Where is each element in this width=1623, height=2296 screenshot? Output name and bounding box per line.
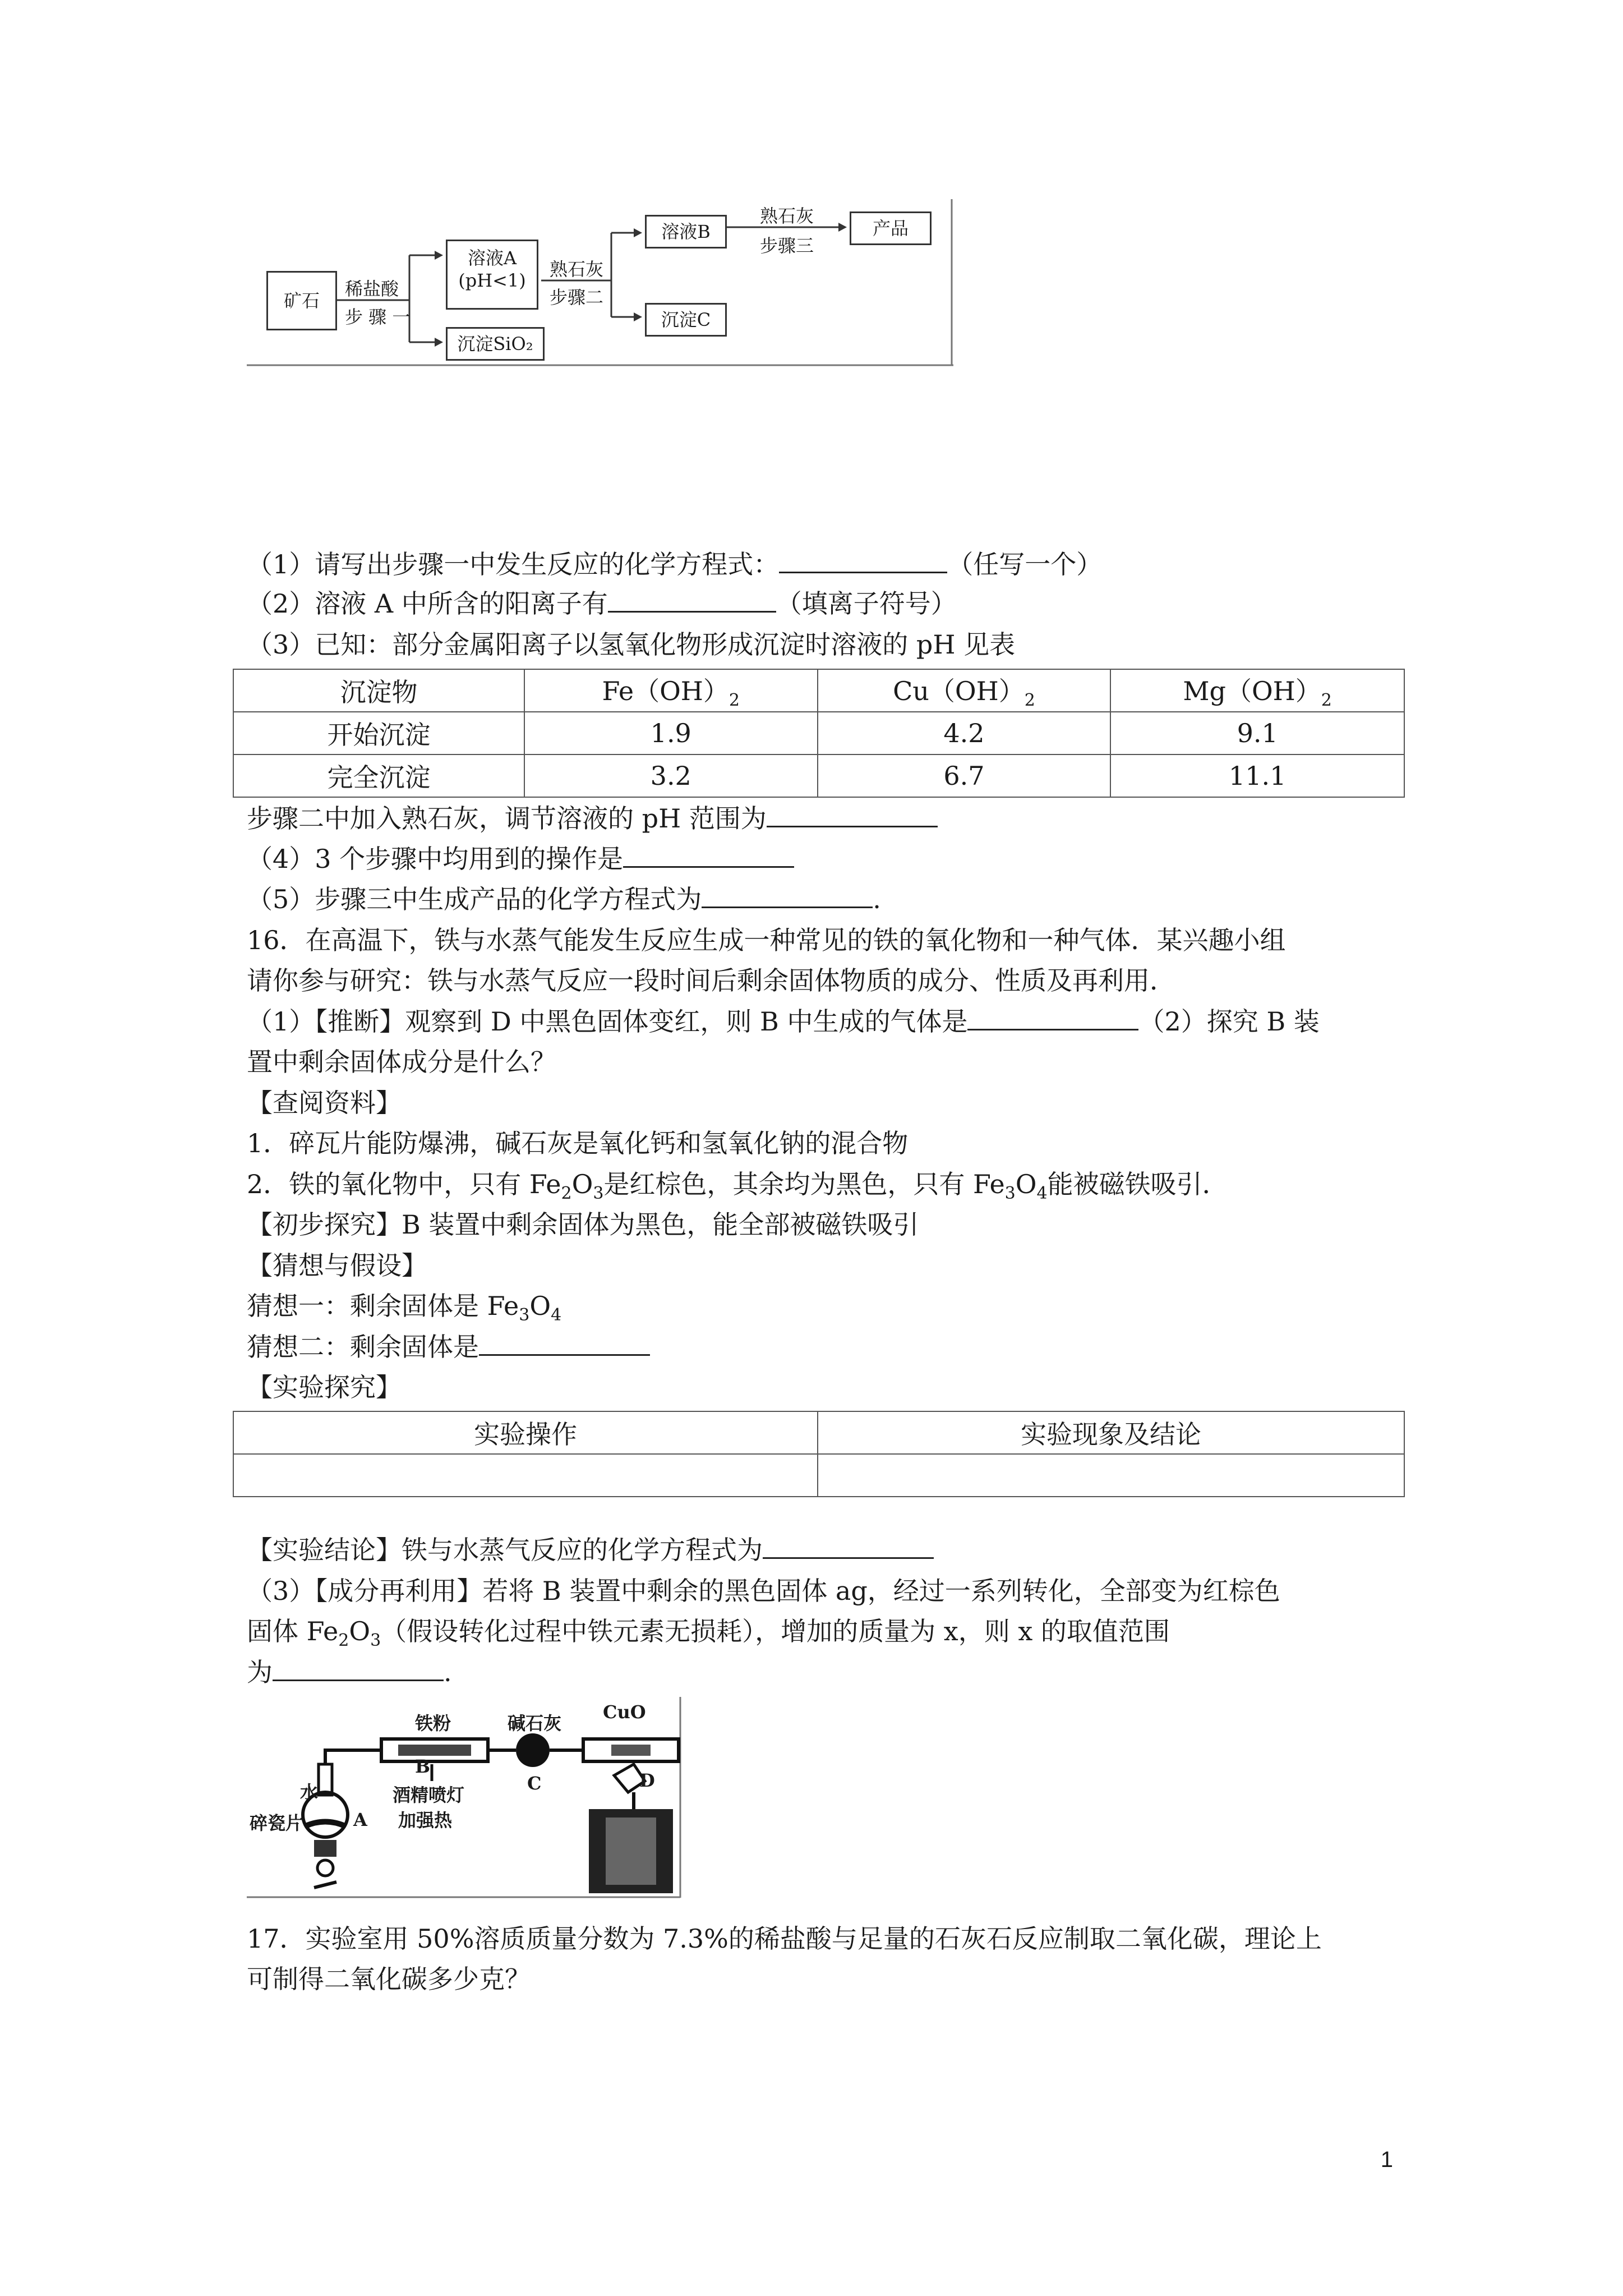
- solution-a-ph: (pH<1): [458, 270, 526, 291]
- q16-ref-title: 【查阅资料】: [247, 1088, 402, 1118]
- ore-box: 矿石: [266, 271, 337, 330]
- solution-a-box: [446, 240, 538, 310]
- acid-label: 稀盐酸: [345, 278, 399, 300]
- q16-hyp-2: [247, 1329, 650, 1364]
- table-cell-empty[interactable]: [818, 1454, 1404, 1497]
- answer-blank[interactable]: [608, 586, 776, 613]
- q16-hyp-2-text: 猜想二：剩余固体是: [247, 1332, 479, 1362]
- step2-label: 步骤二: [550, 287, 604, 308]
- label-a: A: [353, 1809, 367, 1830]
- table-cell: 9.1: [1110, 712, 1404, 754]
- heat-label: 加强热: [398, 1810, 453, 1831]
- answer-blank[interactable]: [967, 1004, 1138, 1030]
- q15-part5-end: .: [873, 884, 881, 914]
- q16-conclusion: [247, 1533, 934, 1567]
- lime-label: 熟石灰: [550, 259, 604, 280]
- answer-blank[interactable]: [479, 1329, 650, 1356]
- q15-part1-note: （任写一个）: [947, 549, 1103, 579]
- table-header-cell: $Mg(OH)_2$: [1110, 669, 1404, 712]
- step3-label: 步骤三: [760, 235, 814, 256]
- table-cell: 完全沉淀: [233, 754, 524, 797]
- table-cell: 开始沉淀: [233, 712, 524, 754]
- q16-part2-start: （2）探究 B 装: [1138, 1006, 1320, 1037]
- table-cell: 3.2: [524, 754, 818, 797]
- q16-ref-1: 1．碎瓦片能防爆沸，碱石灰是氧化钙和氢氧化钠的混合物: [247, 1128, 909, 1158]
- soda-lime-label: 碱石灰: [508, 1713, 562, 1734]
- q17-line-1: 17．实验室用 50%溶质质量分数为 7.3%的稀盐酸与足量的石灰石反应制取二氧化碳，理论上: [247, 1924, 1322, 1954]
- q15-part1-text: （1）请写出步骤一中发生反应的化学方程式：: [247, 549, 780, 579]
- q15-part2-text: （2）溶液 A 中所含的阳离子有: [247, 588, 608, 619]
- q16-part1: [247, 1004, 1320, 1039]
- q16-hyp-title: 【猜想与假设】: [247, 1250, 427, 1281]
- q16-part3-a: （3）【成分再利用】若将 B 装置中剩余的黑色固体 ag，经过一系列转化，全部变为红棕色: [247, 1576, 1280, 1606]
- table-header-cell: $Fe(OH)_2$: [524, 669, 818, 712]
- precip-sio2-box: 沉淀SiO₂: [446, 327, 545, 361]
- q15-part5-text: （5）步骤三中生成产品的化学方程式为: [247, 884, 702, 914]
- iron-powder-label: 铁粉: [415, 1713, 451, 1734]
- table-row: [233, 1411, 1404, 1454]
- table-cell-empty[interactable]: [233, 1454, 818, 1497]
- solution-a-name: 溶液A: [467, 247, 517, 269]
- q16-part3-c: 为 .: [247, 1655, 452, 1690]
- q15-part1: [247, 547, 1102, 582]
- table-header-cell: 实验现象及结论: [818, 1411, 1404, 1454]
- solution-b-box: 溶液B: [645, 215, 727, 249]
- answer-blank[interactable]: [779, 547, 947, 573]
- answer-blank[interactable]: [767, 801, 938, 827]
- q15-part2-note: （填离子符号）: [776, 588, 957, 619]
- q15-part3-ph-text: 步骤二中加入熟石灰，调节溶液的 pH 范围为: [247, 803, 767, 834]
- table-header-cell: $Cu(OH)_2$: [818, 669, 1111, 712]
- q16-part1-text: （1）【推断】观察到 D 中黑色固体变红，则 B 中生成的气体是: [247, 1006, 968, 1037]
- table-cell: 4.2: [818, 712, 1111, 754]
- label-c: C: [527, 1773, 542, 1794]
- q17-line-2: 可制得二氧化碳多少克？: [247, 1964, 531, 1994]
- q16-part2-cont: 置中剩余固体成分是什么？: [247, 1047, 556, 1077]
- answer-blank[interactable]: [763, 1533, 934, 1559]
- water-label: 水: [300, 1782, 319, 1803]
- q15-part5: [247, 882, 881, 917]
- cuo-label: CuO: [603, 1701, 646, 1723]
- table-row: [233, 1454, 1404, 1497]
- q15-part4: [247, 841, 794, 876]
- q16-prelim: 【初步探究】B 装置中剩余固体为黑色，能全部被磁铁吸引: [247, 1209, 919, 1240]
- precip-c-box: 沉淀C: [645, 303, 727, 337]
- ph-table: [233, 669, 1405, 798]
- q16-hyp-1: 猜想一：剩余固体是 $Fe_3O_4$: [247, 1291, 562, 1325]
- flowchart-figure: [247, 199, 953, 367]
- table-header-cell: 沉淀物: [233, 669, 524, 712]
- table-cell: 1.9: [524, 712, 818, 754]
- step1-label: 步 骤 一: [345, 306, 411, 328]
- table-cell: 11.1: [1110, 754, 1404, 797]
- q16-ref-2: 2．铁的氧化物中，只有 $Fe_2O_3$是红棕色，其余均为黑色，只有 $Fe_3O_4$能被磁铁吸引．: [247, 1169, 1228, 1203]
- apparatus-figure: [247, 1697, 684, 1899]
- q16-intro-2: 请你参与研究：铁与水蒸气反应一段时间后剩余固体物质的成分、性质及再利用．: [247, 965, 1175, 996]
- experiment-table: [233, 1411, 1405, 1497]
- q16-part3-b: 固体 $Fe_2O_3$（假设转化过程中铁元素无损耗），增加的质量为 x，则 x 的取值范围: [247, 1616, 1170, 1650]
- q16-intro-1: 16．在高温下，铁与水蒸气能发生反应生成一种常见的铁的氧化物和一种气体．某兴趣小组: [247, 925, 1286, 955]
- lime2-label: 熟石灰: [760, 205, 814, 227]
- q15-part4-text: （4）3 个步骤中均用到的操作是: [247, 844, 624, 874]
- table-cell: 6.7: [818, 754, 1111, 797]
- answer-blank[interactable]: [623, 841, 794, 868]
- shards-label: 碎瓷片: [250, 1812, 304, 1834]
- answer-blank[interactable]: [273, 1655, 444, 1681]
- table-row: [233, 754, 1404, 797]
- page-number: 1: [1380, 2147, 1393, 2172]
- q15-part2: [247, 586, 957, 621]
- q15-part3: （3）已知：部分金属阳离子以氢氧化物形成沉淀时溶液的 pH 见表: [247, 629, 1016, 660]
- product-box: 产品: [850, 211, 932, 245]
- table-header-cell: 实验操作: [233, 1411, 818, 1454]
- q16-exp-title: 【实验探究】: [247, 1372, 402, 1402]
- q15-part3-ph: [247, 801, 938, 836]
- lamp-label: 酒精喷灯: [393, 1784, 465, 1806]
- table-row: [233, 712, 1404, 754]
- label-d: D: [639, 1770, 655, 1791]
- table-row: [233, 669, 1404, 712]
- label-b: B: [415, 1756, 431, 1777]
- answer-blank[interactable]: [702, 882, 873, 908]
- q16-conclusion-text: 【实验结论】铁与水蒸气反应的化学方程式为: [247, 1535, 763, 1565]
